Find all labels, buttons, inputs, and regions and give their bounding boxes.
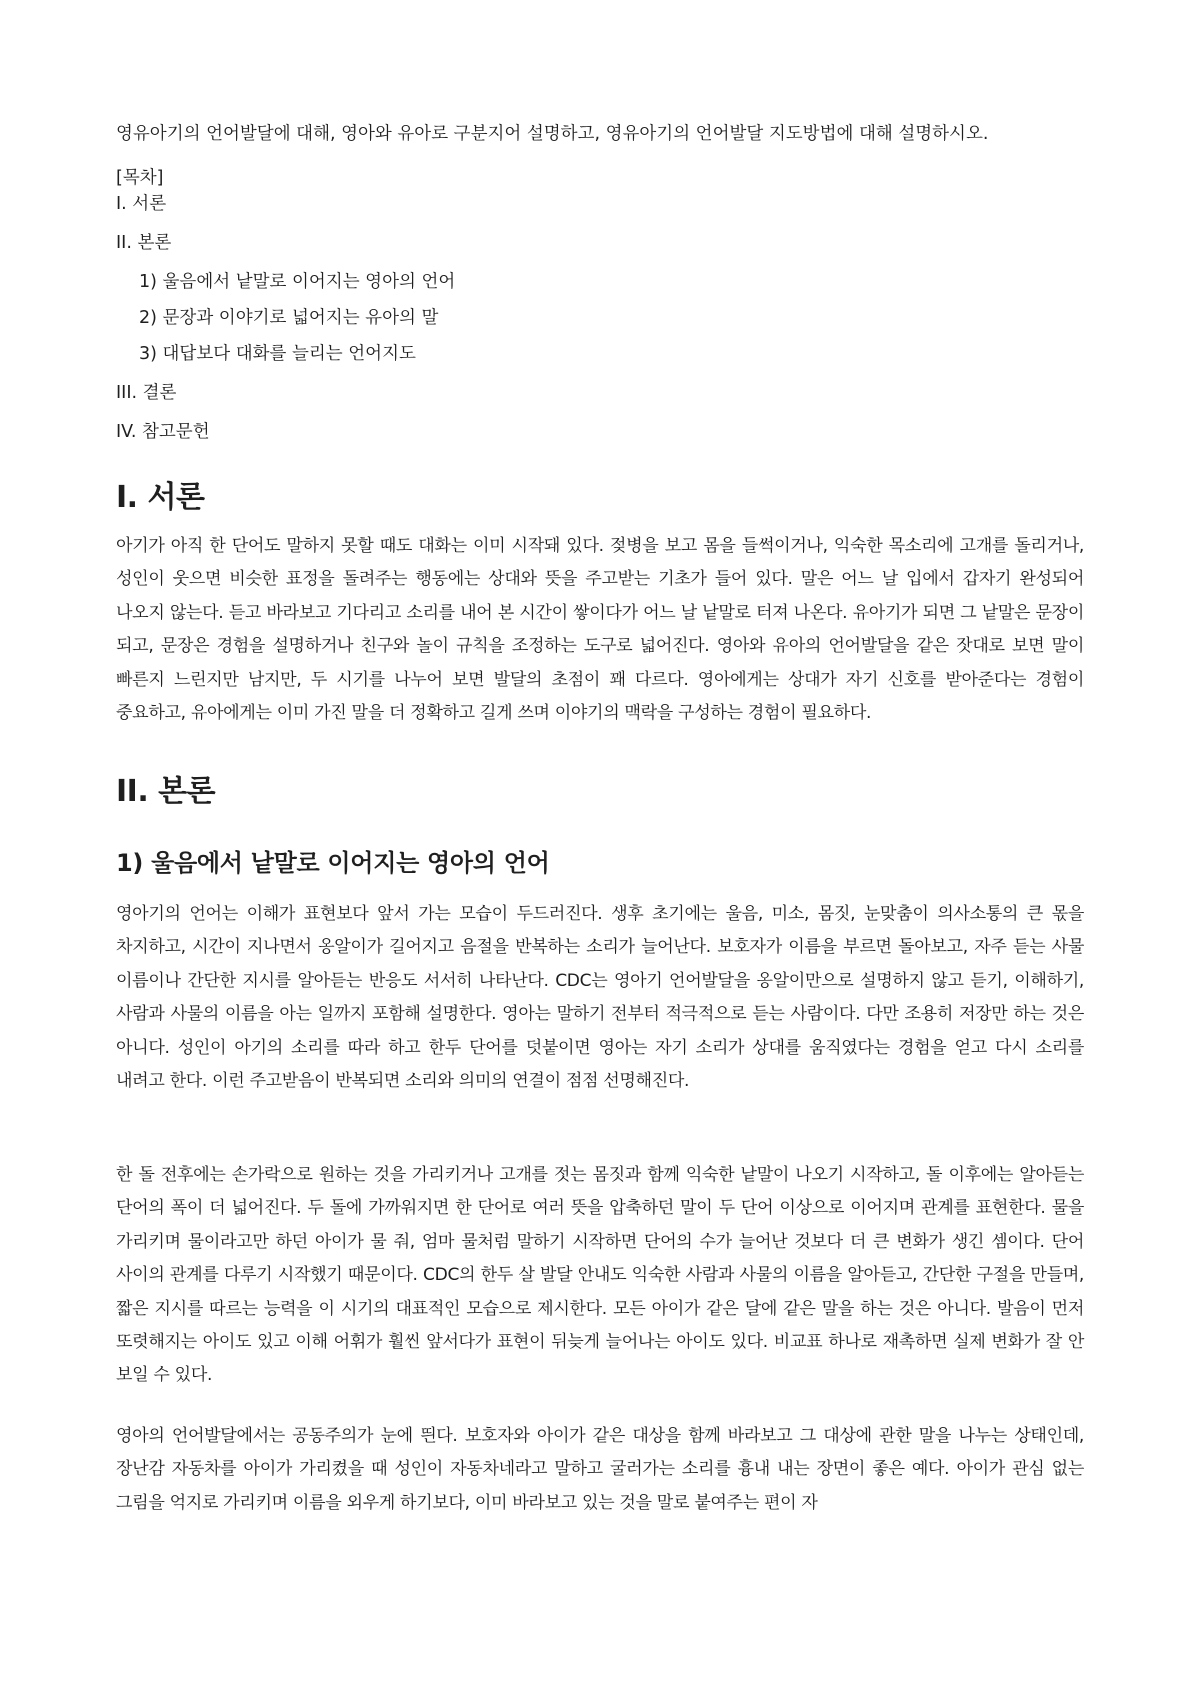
toc-item-body: II. 본론 <box>116 233 172 253</box>
intro-paragraph: 아기가 아직 한 단어도 말하지 못할 때도 대화는 이미 시작돼 있다. 젖병을 보고 몸을 들썩이거나, 익숙한 목소리에 고개를 돌리거나, 성인이 웃으면 비슷한 표정을 돌려주는 행동에는 상대와 뜻을 주고받는 기초가 들어 있다. 말은 어느 날 입에서 갑자기 완성되어 나오지 않는다. 듣고 바라보고 기다리고 소리를 내어 본 시간이 쌓이다가 어느 날 낱말로 터져 나온다. 유아기가 되면 그 낱말은 문장이 되고, 문장은 경험을 설명하거나 친구와 놀이 규칙을 조정하는 도구로 넓어진다. 영아와 유아의 언어발달을 같은 잣대로 보면 말이 빠른지 느린지만 남지만, 두 시기를 나누어 보면 발달의 초점이 꽤 다르다. 영아에게는 상대가 자기 신호를 받아준다는 경험이 중요하고, 유아에게는 이미 가진 말을 더 정확하고 길게 쓰며 이야기의 맥락을 구성하는 경험이 필요하다. <box>116 536 1084 724</box>
toc-item-references: IV. 참고문헌 <box>116 422 210 442</box>
subsection-1-paragraph-1: 영아기의 언어는 이해가 표현보다 앞서 가는 모습이 두드러진다. 생후 초기에는 울음, 미소, 몸짓, 눈맞춤이 의사소통의 큰 몫을 차지하고, 시간이 지나면서 옹알이가 길어지고 음절을 반복하는 소리가 늘어난다. 보호자가 이름을 부르면 돌아보고, 자주 듣는 사물 이름이나 간단한 지시를 알아듣는 반응도 서서히 나타난다. CDC는 영아기 언어발달을 옹알이만으로 설명하지 않고 듣기, 이해하기, 사람과 사물의 이름을 아는 일까지 포함해 설명한다. 영아는 말하기 전부터 적극적으로 듣는 사람이다. 다만 조용히 저장만 하는 것은 아니다. 성인이 아기의 소리를 따라 하고 한두 단어를 덧붙이면 영아는 자기 소리가 상대를 움직였다는 경험을 얻고 다시 소리를 내려고 한다. 이런 주고받음이 반복되면 소리와 의미의 연결이 점점 선명해진다. <box>116 904 1084 1092</box>
toc-item-body-1: 1) 울음에서 낱말로 이어지는 영아의 언어 <box>139 272 456 292</box>
assignment-prompt: 영유아기의 언어발달에 대해, 영아와 유아로 구분지어 설명하고, 영유아기의 언어발달 지도방법에 대해 설명하시오. <box>116 124 989 144</box>
section-heading-body: II. 본론 <box>116 774 216 809</box>
subsection-1-paragraph-3: 영아의 언어발달에서는 공동주의가 눈에 띈다. 보호자와 아이가 같은 대상을 함께 바라보고 그 대상에 관한 말을 나누는 상태인데, 장난감 자동차를 아이가 가리켰을 때 성인이 자동차네라고 말하고 굴러가는 소리를 흉내 내는 장면이 좋은 예다. 아이가 관심 없는 그림을 억지로 가리키며 이름을 외우게 하기보다, 이미 바라보고 있는 것을 말로 붙여주는 편이 자 <box>116 1426 1084 1513</box>
section-heading-intro: I. 서론 <box>116 480 205 515</box>
toc-item-conclusion: III. 결론 <box>116 383 177 403</box>
toc-item-body-3: 3) 대답보다 대화를 늘리는 언어지도 <box>139 344 416 364</box>
toc-item-intro: I. 서론 <box>116 194 167 214</box>
subsection-1-paragraph-2: 한 돌 전후에는 손가락으로 원하는 것을 가리키거나 고개를 젓는 몸짓과 함께 익숙한 낱말이 나오기 시작하고, 돌 이후에는 알아듣는 단어의 폭이 더 넓어진다. 두 돌에 가까워지면 한 단어로 여러 뜻을 압축하던 말이 두 단어 이상으로 이어지며 관계를 표현한다. 물을 가리키며 물이라고만 하던 아이가 물 줘, 엄마 물처럼 말하기 시작하면 단어의 수가 늘어난 것보다 더 큰 변화가 생긴 셈이다. 단어 사이의 관계를 다루기 시작했기 때문이다. CDC의 한두 살 발달 안내도 익숙한 사람과 사물의 이름을 알아듣고, 간단한 구절을 만들며, 짧은 지시를 따르는 능력을 이 시기의 대표적인 모습으로 제시한다. 모든 아이가 같은 달에 같은 말을 하는 것은 아니다. 발음이 먼저 또렷해지는 아이도 있고 이해 어휘가 훨씬 앞서다가 표현이 뒤늦게 늘어나는 아이도 있다. 비교표 하나로 재촉하면 실제 변화가 잘 안 보일 수 있다. <box>116 1165 1084 1386</box>
toc-title: [목차] <box>116 168 164 188</box>
toc-item-body-2: 2) 문장과 이야기로 넓어지는 유아의 말 <box>139 308 439 328</box>
subsection-heading-1: 1) 울음에서 낱말로 이어지는 영아의 언어 <box>116 849 550 877</box>
